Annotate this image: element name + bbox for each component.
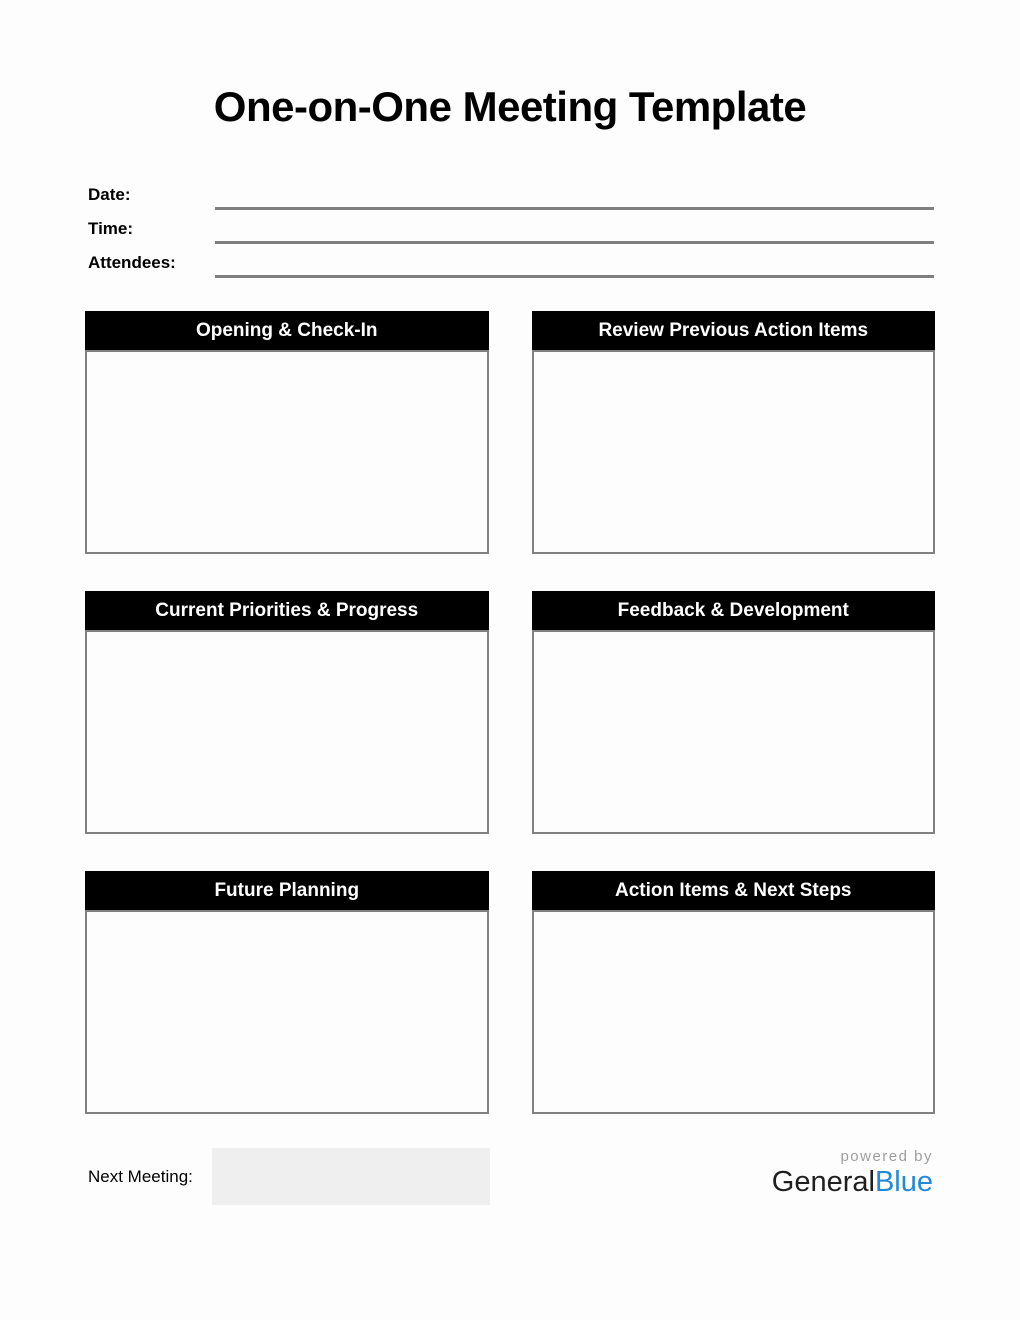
attendees-row (88, 244, 934, 278)
time-input-line[interactable] (215, 241, 934, 244)
section-header (532, 871, 936, 910)
next-meeting-label: Next Meeting: (88, 1166, 193, 1186)
date-input-line[interactable] (215, 207, 934, 210)
section-title: Action Items & Next Steps (615, 880, 852, 901)
attendees-label: Attendees: (88, 253, 176, 272)
section-title: Feedback & Development (617, 600, 849, 621)
section-header (85, 311, 489, 350)
date-row (88, 176, 934, 210)
attendees-input-line[interactable] (215, 275, 934, 278)
section-header (85, 871, 489, 910)
footer (88, 1148, 933, 1205)
section-header (532, 311, 936, 350)
brand-wordmark (772, 1167, 933, 1199)
section-card-action-items-next-steps (532, 871, 936, 1114)
section-notes-area[interactable] (85, 630, 489, 834)
section-notes-area[interactable] (85, 350, 489, 554)
section-header (532, 591, 936, 630)
time-label: Time: (88, 219, 134, 238)
powered-by-text: powered by (840, 1148, 933, 1165)
section-title: Current Priorities & Progress (155, 600, 419, 621)
document-title: One-on-One Meeting Template (213, 83, 807, 130)
section-header (85, 591, 489, 630)
section-card-current-priorities-progress (85, 591, 489, 834)
brand-blue: Blue (874, 1166, 933, 1198)
section-title: Opening & Check-In (195, 320, 378, 341)
brand-logo (772, 1148, 933, 1199)
section-title: Review Previous Action Items (598, 320, 869, 341)
section-notes-area[interactable] (85, 910, 489, 1114)
brand-general: General (771, 1166, 875, 1198)
sections-grid (85, 311, 935, 1114)
section-card-feedback-development (532, 591, 936, 834)
time-row (88, 210, 934, 244)
meta-fields (88, 176, 934, 278)
section-card-future-planning (85, 871, 489, 1114)
section-title: Future Planning (214, 880, 360, 901)
next-meeting-field[interactable] (212, 1148, 490, 1205)
section-notes-area[interactable] (532, 630, 936, 834)
section-notes-area[interactable] (532, 910, 936, 1114)
section-card-review-previous-action-items (532, 311, 936, 554)
section-card-opening-check-in (85, 311, 489, 554)
section-notes-area[interactable] (532, 350, 936, 554)
date-label: Date: (88, 185, 131, 204)
